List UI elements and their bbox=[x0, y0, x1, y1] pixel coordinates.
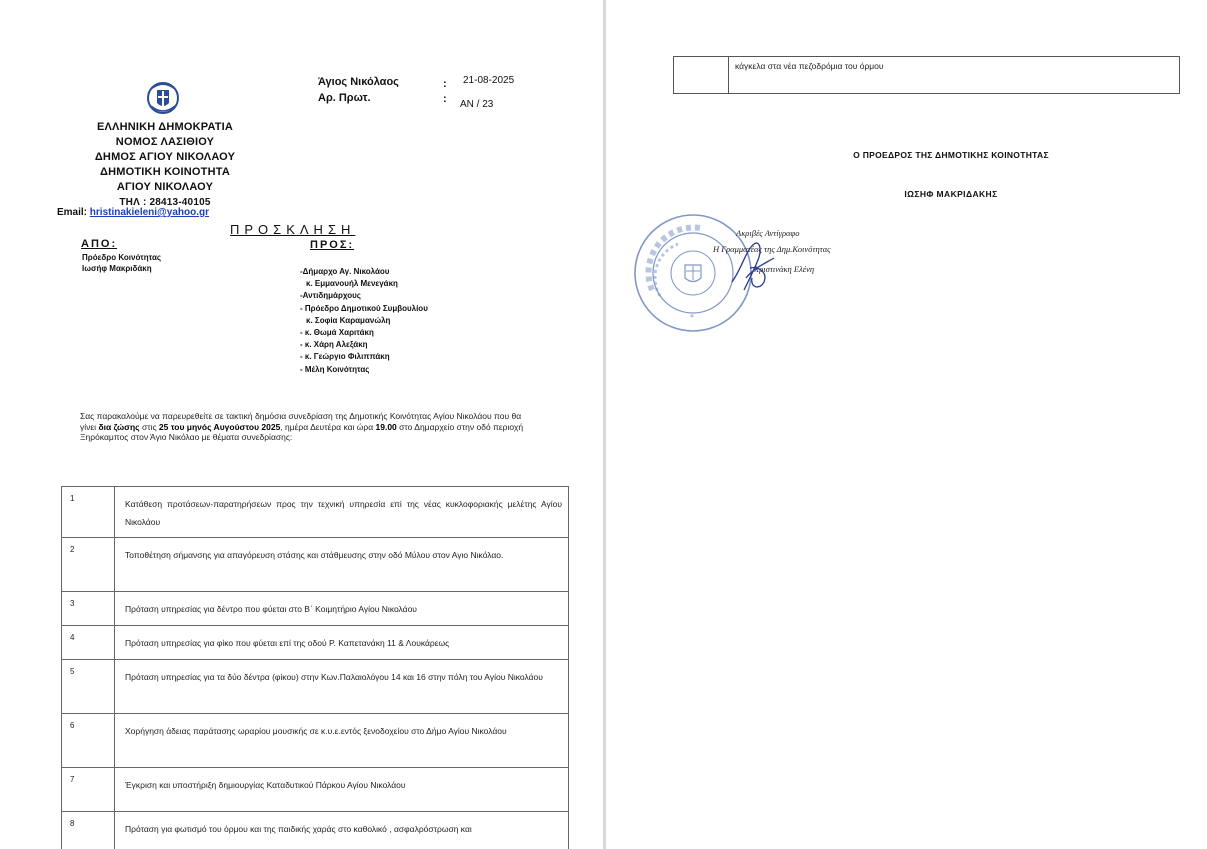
agenda-number: 3 bbox=[62, 592, 115, 626]
recipient-line: - Πρόεδρο Δημοτικού Συμβουλίου bbox=[300, 303, 428, 313]
intro-bold: 19.00 bbox=[375, 421, 397, 432]
agenda-row bbox=[62, 487, 569, 538]
agenda-row bbox=[674, 57, 1180, 94]
recipient-line: -Αντιδημάρχους bbox=[300, 291, 361, 301]
agenda-text: Έγκριση και υποστήριξη δημιουργίας Καταδυτικού Πάρκου Αγίου Νικολάου bbox=[115, 768, 569, 812]
intro-text: στις bbox=[139, 421, 159, 432]
issuer-line: ΔΗΜΟΤΙΚΗ ΚΟΙΝΟΤΗΤΑ bbox=[100, 166, 230, 178]
issuer-line: ΝΟΜΟΣ ΛΑΣΙΘΙΟΥ bbox=[115, 136, 215, 148]
agenda-text: Πρόταση υπηρεσίας για δέντρο που φύεται στο Β΄ Κοιμητήριο Αγίου Νικολάου bbox=[115, 592, 569, 626]
sender-line: Πρόεδρο Κοινότητας bbox=[82, 253, 162, 262]
email-label: Email: bbox=[57, 207, 90, 218]
agenda-text: Κατάθεση προτάσεων-παρατηρήσεων προς την τεχνική υπηρεσία επί της νέας κυκλοφοριακής μελέτης Αγίου Νικολάου bbox=[115, 487, 569, 538]
agenda-number-empty bbox=[674, 57, 729, 94]
president-name: ΙΩΣΗΦ ΜΑΚΡΙΔΑΚΗΣ bbox=[904, 189, 998, 199]
agenda-continuation-table bbox=[673, 56, 1180, 94]
agenda-text: κάγκελα στα νέα πεζοδρόμια του όρμου bbox=[729, 57, 1180, 94]
recipient-line: -Δήμαρχο Αγ. Νικολάου bbox=[300, 267, 390, 276]
document-page-2 bbox=[606, 0, 1207, 849]
recipient-line: - κ. Θωμά Χαριτάκη bbox=[300, 328, 374, 338]
president-title: Ο ΠΡΟΕΔΡΟΣ ΤΗΣ ΔΗΜΟΤΙΚΗΣ ΚΟΙΝΟΤΗΤΑΣ bbox=[853, 150, 1049, 160]
recipient-line: - κ. Γεώργιο Φιλιππάκη bbox=[300, 352, 390, 362]
intro-bold: δια ζώσης bbox=[98, 421, 140, 432]
agenda-row bbox=[62, 768, 569, 812]
recipients-list bbox=[300, 266, 428, 376]
protocol-label: Αρ. Πρωτ. bbox=[318, 92, 371, 104]
protocol-number: ΑΝ / 23 bbox=[460, 99, 494, 110]
issuer-block bbox=[40, 120, 290, 210]
document-page-1 bbox=[0, 0, 603, 849]
document-date: 21-08-2025 bbox=[463, 75, 515, 86]
agenda-text: Χορήγηση άδειας παράτασης ωραρίου μουσικής σε κ.υ.ε.εντός ξενοδοχείου στο Δήμο Αγίου Νικολάου bbox=[115, 714, 569, 768]
intro-text: Σας παρακαλούμε να παρευρεθείτε σε τακτική δημόσια συνεδρίαση της Δημοτικής Κοινότητας Αγίου Νικολάου που θα γίνει bbox=[80, 411, 522, 432]
svg-text:*: * bbox=[690, 313, 694, 322]
signature-icon bbox=[724, 238, 782, 294]
agenda-text: Τοποθέτηση σήμανσης για απαγόρευση στάσης και στάθμευσης στην οδό Μύλου στον Αγιο Νικόλαο. bbox=[115, 538, 569, 592]
agenda-number: 4 bbox=[62, 626, 115, 660]
sender-line: Ιωσήφ Μακριδάκη bbox=[82, 264, 152, 273]
recipient-line: κ. Εμμανουήλ Μενεγάκη bbox=[306, 279, 398, 289]
intro-text: στο Δημαρχείο στην οδό περιοχή Ξηρόκαμπος στον Άγιο Νικόλαο με θέματα συνεδρίασης: bbox=[80, 421, 524, 442]
agenda-text: Πρόταση υπηρεσίας για φίκο που φύεται επί της οδού Ρ. Καπετανάκη 11 & Λουκάρεως bbox=[115, 626, 569, 660]
intro-bold: 25 του μηνός Αυγούστου 2025 bbox=[158, 421, 281, 432]
secretary-role: Η Γραμματέας της Δημ.Κοινότητας bbox=[713, 244, 831, 254]
issuer-line: ΑΓΙΟΥ ΝΙΚΟΛΑΟΥ bbox=[116, 181, 214, 193]
agenda-number: 2 bbox=[62, 538, 115, 592]
colon-separator: : bbox=[443, 93, 447, 105]
recipient-line: - κ. Χάρη Αλεξάκη bbox=[300, 340, 368, 350]
intro-text: , ημέρα Δευτέρα και ώρα bbox=[280, 421, 376, 432]
issuer-line: ΔΗΜΟΣ ΑΓΙΟΥ ΝΙΚΟΛΑΟΥ bbox=[94, 151, 236, 163]
issuer-line: ΕΛΛΗΝΙΚΗ ΔΗΜΟΚΡΑΤΙΑ bbox=[96, 121, 234, 133]
agenda-number: 7 bbox=[62, 768, 115, 812]
recipient-line: κ. Σοφία Καραμανώλη bbox=[306, 315, 391, 325]
invitation-paragraph bbox=[80, 411, 535, 443]
agenda-row bbox=[62, 538, 569, 592]
agenda-row bbox=[62, 714, 569, 768]
recipient-line: - Μέλη Κοινότητας bbox=[300, 364, 370, 374]
email-line bbox=[57, 207, 209, 218]
email-link[interactable]: hristinakieleni@yahoo.gr bbox=[89, 207, 210, 218]
agenda-row bbox=[62, 812, 569, 849]
agenda-number: 5 bbox=[62, 660, 115, 714]
colon-separator: : bbox=[443, 78, 447, 90]
agenda-row bbox=[62, 660, 569, 714]
from-label: ΑΠΟ: bbox=[81, 238, 118, 250]
certified-copy-label: Ακριβές Αντίγραφο bbox=[736, 228, 800, 238]
coat-of-arms-icon bbox=[146, 78, 180, 116]
agenda-table bbox=[61, 486, 569, 849]
agenda-number: 6 bbox=[62, 714, 115, 768]
agenda-row bbox=[62, 592, 569, 626]
secretary-name: Χριστινάκη Ελένη bbox=[754, 264, 815, 274]
to-label: ΠΡΟΣ: bbox=[310, 239, 355, 251]
agenda-number: 8 bbox=[62, 812, 115, 849]
phone-number: ΤΗΛ : 28413-40105 bbox=[119, 197, 211, 208]
sender-block bbox=[82, 252, 161, 274]
agenda-row bbox=[62, 626, 569, 660]
document-title: ΠΡΟΣΚΛΗΣΗ bbox=[230, 222, 356, 237]
agenda-number: 1 bbox=[62, 487, 115, 538]
agenda-text: Πρόταση υπηρεσίας για τα δύο δέντρα (φίκου) στην Κων.Παλαιολόγου 14 και 16 στην πόλη του Αγίου Νικολάου bbox=[115, 660, 569, 714]
place-label: Άγιος Νικόλαος bbox=[318, 76, 399, 88]
agenda-text: Πρόταση για φωτισμό του όρμου και της παιδικής χαράς στο καθολικό , ασφαλρόστρωση και bbox=[115, 812, 569, 849]
